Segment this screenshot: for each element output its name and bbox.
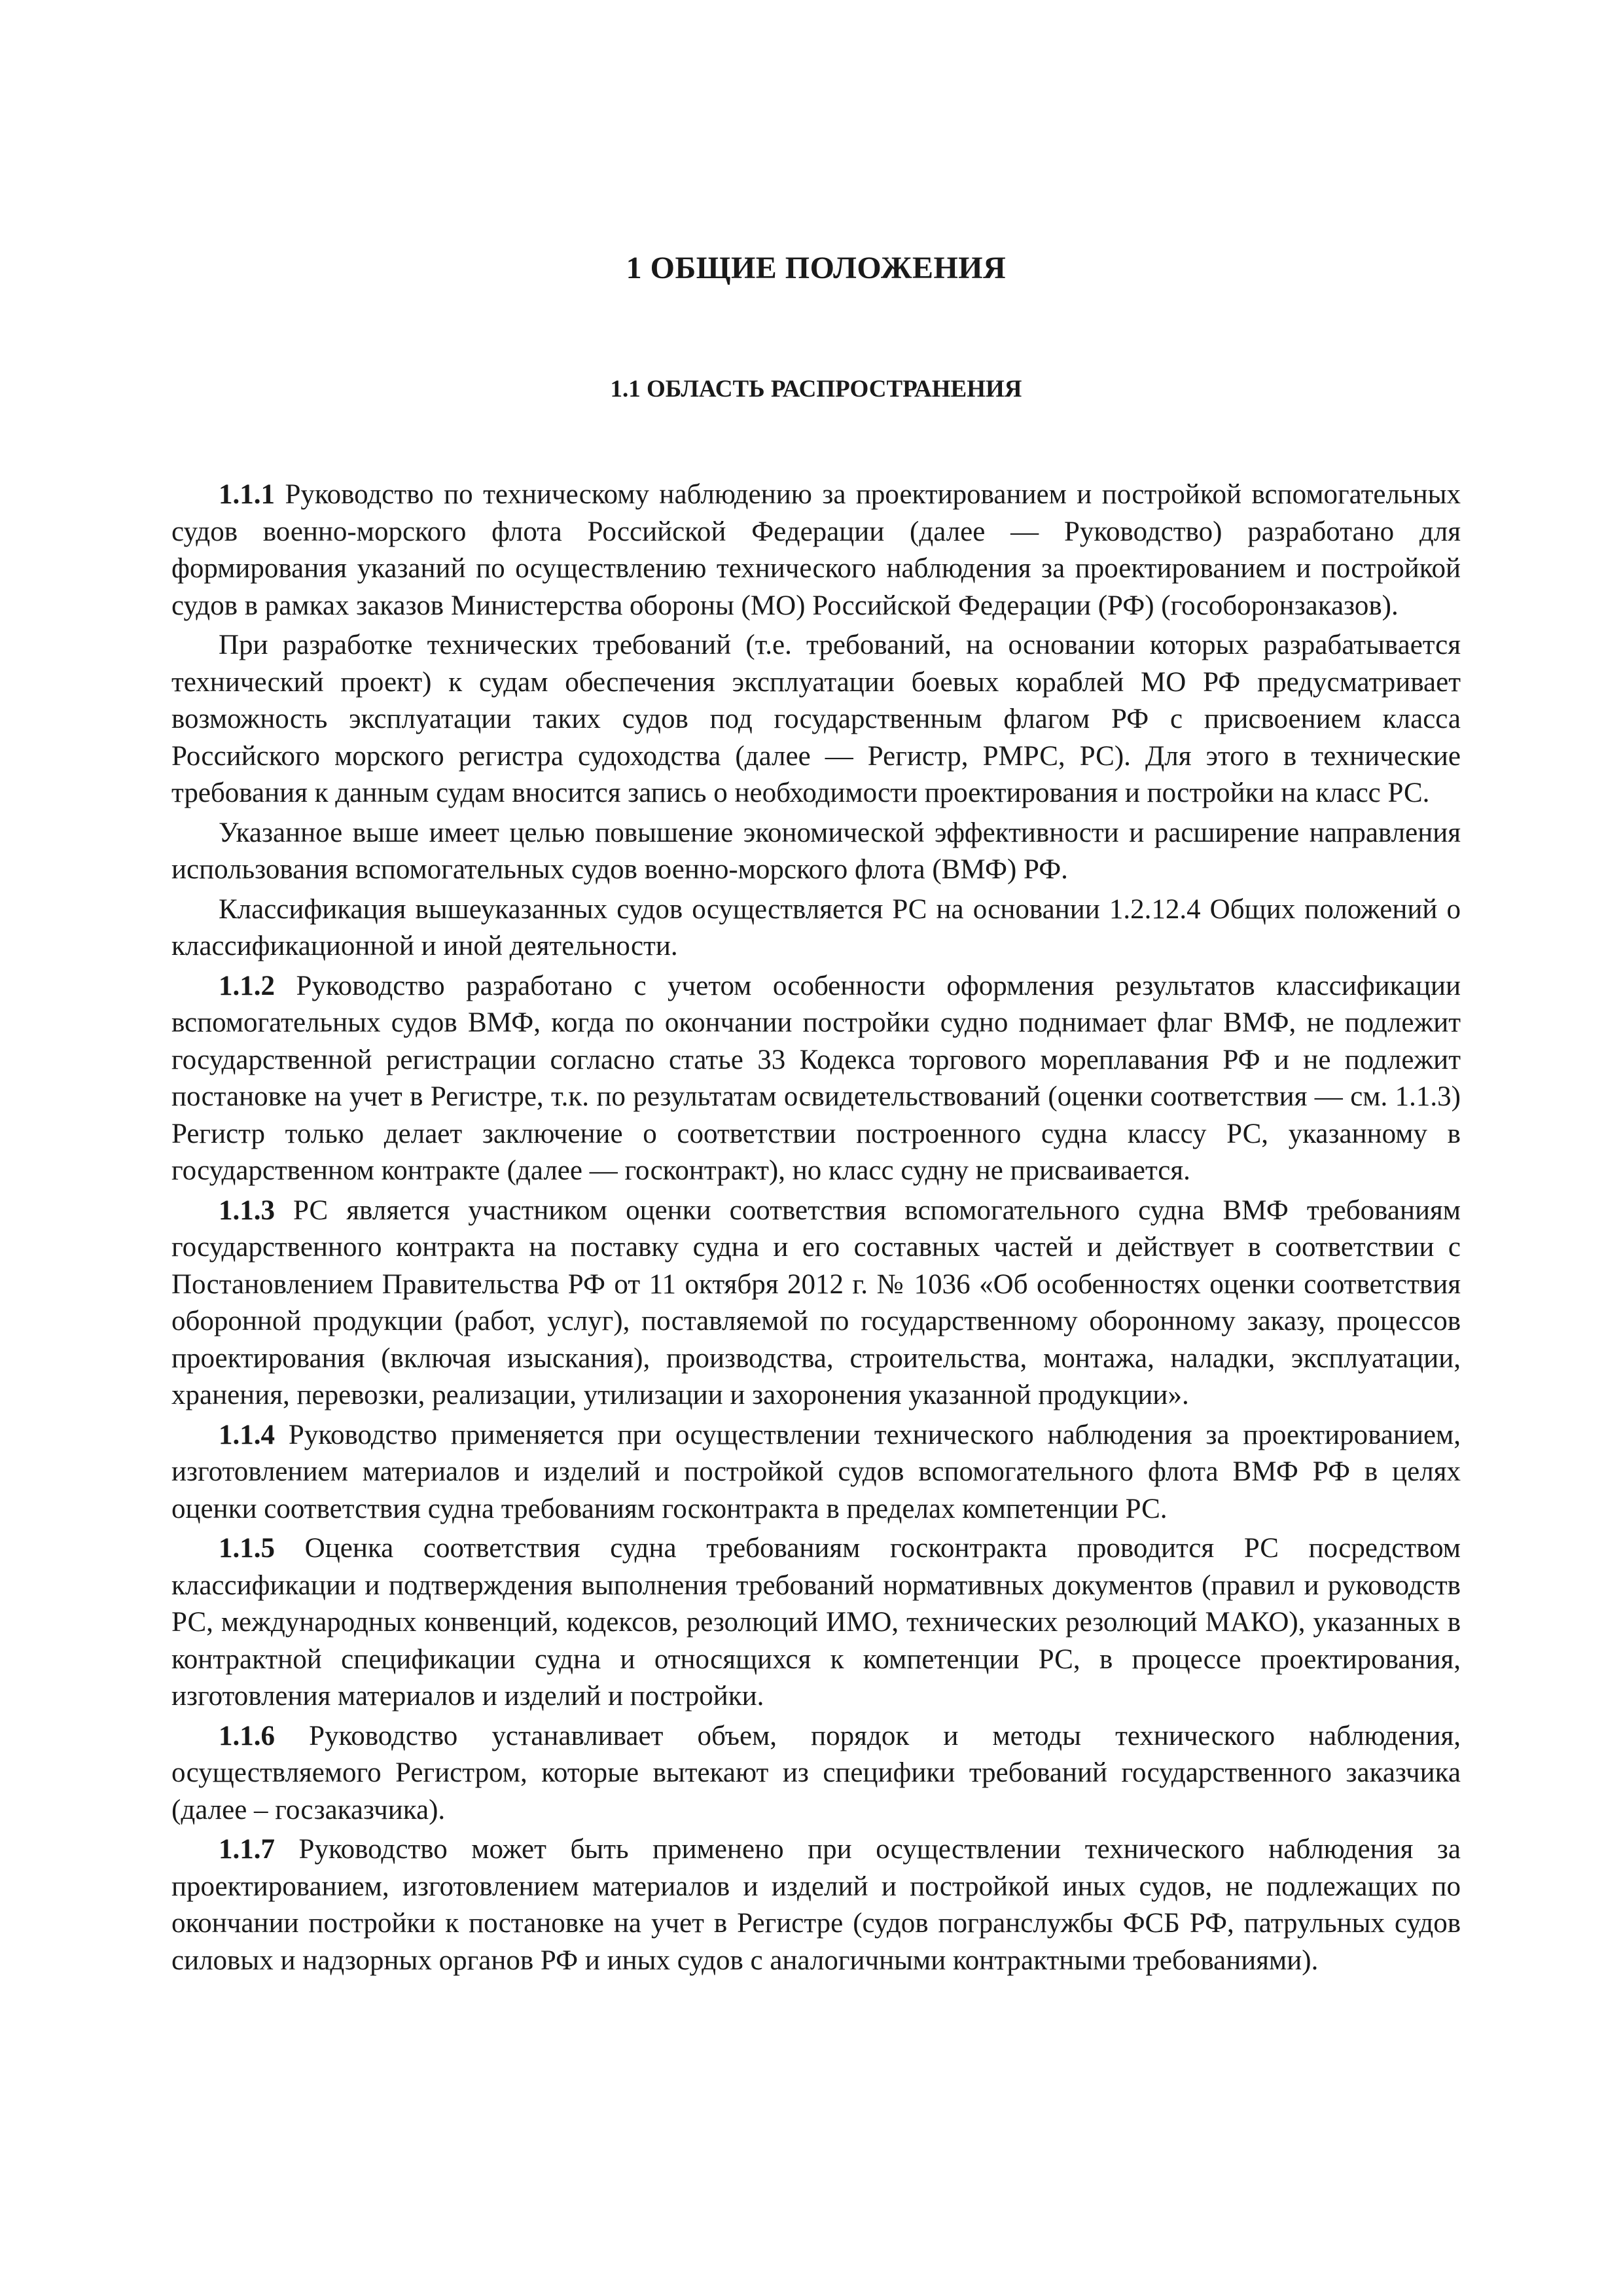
paragraph-text: Указанное выше имеет целью повышение экономической эффективности и расширение направления использования вспомогательных судов военно-морского флота (ВМФ) РФ. (171, 817, 1461, 885)
paragraph-number: 1.1.5 (219, 1533, 275, 1564)
paragraph-efficiency (171, 815, 1461, 889)
paragraph-1-1-7 (171, 1831, 1461, 1979)
paragraph-number: 1.1.2 (219, 970, 275, 1001)
chapter-title: 1 ОБЩИЕ ПОЛОЖЕНИЯ (626, 251, 1007, 285)
section-title: 1.1 ОБЛАСТЬ РАСПРОСТРАНЕНИЯ (610, 376, 1022, 403)
paragraph-number: 1.1.3 (219, 1194, 275, 1226)
paragraph-1-1-1 (171, 476, 1461, 624)
paragraph-number: 1.1.7 (219, 1834, 275, 1865)
paragraph-text: Классификация вышеуказанных судов осуществляется РС на основании 1.2.12.4 Общих положений о классификационной и иной деятельности. (171, 893, 1461, 961)
paragraph-text: Руководство разработано с учетом особенности оформления результатов классификации вспомогательных судов ВМФ, когда по окончании постройки судно поднимает флаг ВМФ, не подлежит государственной регистрации согласно статье 33 Кодекса торгового мореплавания РФ и не подлежит постановке на учет в Регистре, т.к. по результатам освидетельствований (оценки соответствия — см. 1.1.3) Регистр только делает заключение о соответствии построенного судна классу РС, указанному в государственном контракте (далее — госконтракт), но класс судну не присваивается. (171, 970, 1461, 1186)
paragraph-text: РС является участником оценки соответствия вспомогательного судна ВМФ требованиям государственного контракта на поставку судна и его составных частей и действует в соответствии с Постановлением Правительства РФ от 11 октября 2012 г. № 1036 «Об особенностях оценки соответствия оборонной продукции (работ, услуг), поставляемой по государственному оборонному заказу, процессов проектирования (включая изыскания), производства, строительства, монтажа, наладки, эксплуатации, хранения, перевозки, реализации, утилизации и захоронения указанной продукции». (171, 1194, 1461, 1410)
paragraph-number: 1.1.4 (219, 1419, 275, 1450)
paragraph-text: Руководство применяется при осуществлении технического наблюдения за проектированием, изготовлением материалов и изделий и постройкой судов вспомогательного флота ВМФ РФ в целях оценки соответствия судна требованиям госконтракта в пределах компетенции РС. (171, 1419, 1461, 1524)
paragraph-classification (171, 891, 1461, 965)
paragraph-text: При разработке технических требований (т.е. требований, на основании которых разрабатывается технический проект) к судам обеспечения эксплуатации боевых кораблей МО РФ предусматривает возможность эксплуатации таких судов под государственным флагом РФ с присвоением класса Российского морского регистра судоходства (далее — Регистр, РМРС, РС). Для этого в технические требования к данным судам вносится запись о необходимости проектирования и постройки на класс РС. (171, 630, 1461, 808)
paragraph-text: Руководство может быть применено при осуществлении технического наблюдения за проектированием, изготовлением материалов и изделий и постройкой иных судов, не подлежащих по окончании постройки к постановке на учет в Регистре (судов погранслужбы ФСБ РФ, патрульных судов силовых и надзорных органов РФ и иных судов с аналогичными контрактными требованиями). (171, 1834, 1461, 1976)
paragraph-text: Руководство по техническому наблюдению за проектированием и постройкой вспомогательных судов военно-морского флота Российской Федерации (далее — Руководство) разработано для формирования указаний по осуществлению технического наблюдения за проектированием и постройкой судов в рамках заказов Министерства обороны (МО) Российской Федерации (РФ) (гособоронзаказов). (171, 479, 1461, 621)
paragraph-technical-requirements (171, 627, 1461, 812)
paragraph-text: Руководство устанавливает объем, порядок и методы технического наблюдения, осуществляемого Регистром, которые вытекают из специфики требований государственного заказчика (далее – госзаказчика). (171, 1720, 1461, 1825)
paragraph-text: Оценка соответствия судна требованиям госконтракта проводится РС посредством классификации и подтверждения выполнения требований нормативных документов (правил и руководств РС, международных конвенций, кодексов, резолюций ИМО, технических резолюций МАКО), указанных в контрактной спецификации судна и относящихся к компетенции РС, в процессе проектирования, изготовления материалов и изделий и постройки. (171, 1533, 1461, 1712)
paragraph-1-1-5 (171, 1530, 1461, 1715)
paragraph-1-1-2 (171, 968, 1461, 1190)
paragraph-number: 1.1.6 (219, 1720, 275, 1751)
paragraph-number: 1.1.1 (219, 479, 275, 510)
paragraph-1-1-4 (171, 1417, 1461, 1528)
paragraph-1-1-3 (171, 1193, 1461, 1414)
paragraph-1-1-6 (171, 1718, 1461, 1829)
